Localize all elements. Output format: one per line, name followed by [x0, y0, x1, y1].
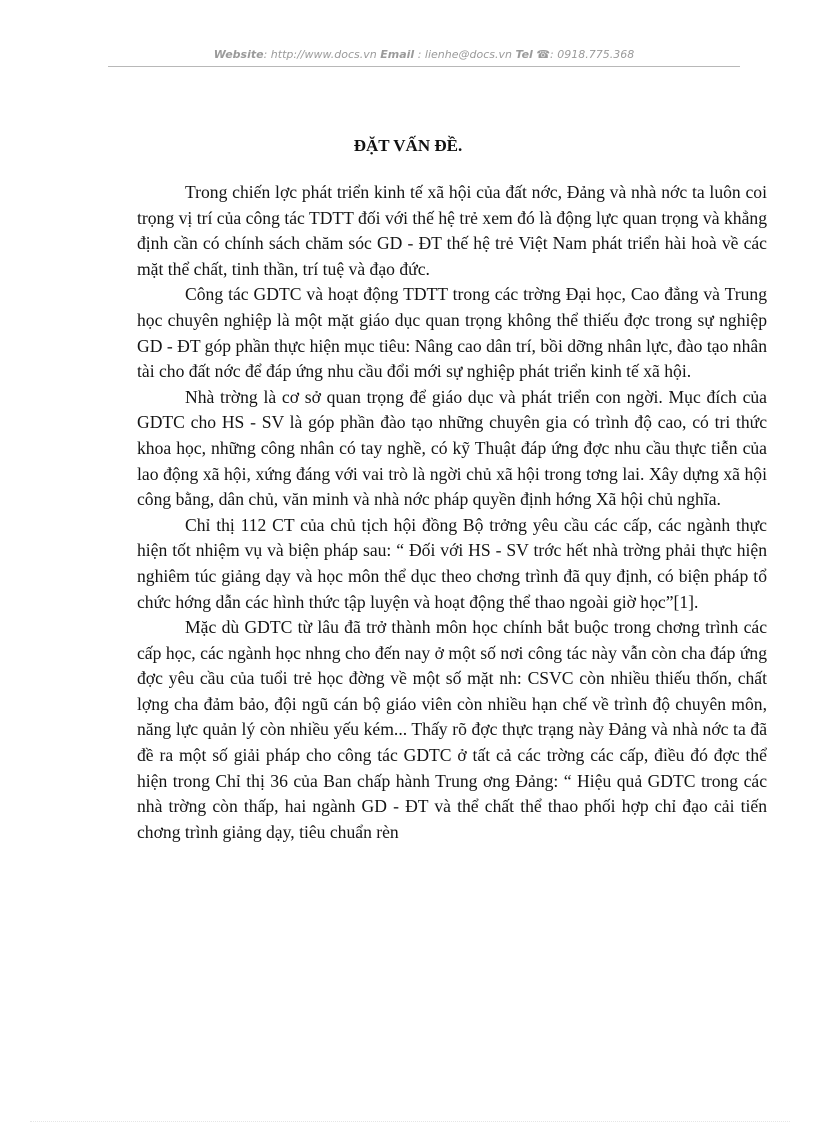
website-text: : http://www.docs.vn [263, 48, 377, 61]
footer-dotted-line [30, 1121, 790, 1122]
tel-text: : 0918.775.368 [550, 48, 635, 61]
paragraph: Trong chiến lợc phát triển kinh tế xã hội của đất nớc, Đảng và nhà nớc ta luôn coi trọng vị trí của công tác TDTT đối với thế hệ trẻ xem đó là động lực quan trọng và khẳng định cần có chính sách chăm sóc GD - ĐT thế hệ trẻ Việt Nam phát triển hài hoà về các mặt thể chất, tinh thần, trí tuệ và đạo đức. [137, 182, 767, 279]
document-body [137, 180, 767, 845]
paragraph: Chỉ thị 112 CT của chủ tịch hội đồng Bộ trởng yêu cầu các cấp, các ngành thực hiện tốt nhiệm vụ và biện pháp sau: “ Đối với HS - SV trớc hết nhà trờng phải thực hiện nghiêm túc giảng dạy và học môn thể dục theo chơng trình đã quy định, có biện pháp tổ chức hớng dẫn các hình thức tập luyện và hoạt động thể thao ngoài giờ học”[1]. [137, 514, 767, 612]
phone-icon: ☎ [536, 48, 551, 61]
header-divider [108, 66, 740, 67]
email-text: : lienhe@docs.vn [417, 48, 512, 61]
paragraph: Mặc dù GDTC từ lâu đã trở thành môn học chính bắt buộc trong chơng trình các cấp học, các ngành học nhng cho đến nay ở một số nơi công tác này vẫn còn cha đáp ứng đợc yêu cầu của tuổi trẻ học đờng về một số mặt nh: CSVC còn nhiều thiếu thốn, chất lợng cha đảm bảo, đội ngũ cán bộ giáo viên còn nhiều hạn chế về trình độ chuyên môn, năng lực quản lý còn nhiều yếu kém... Thấy rõ đợc thực trạng này Đảng và nhà nớc ta đã đề ra một số giải pháp cho công tác GDTC ở tất cả các trờng các cấp, điều đó đợc thể hiện trong Chỉ thị 36 của Ban chấp hành Trung ơng Đảng: “ Hiệu quả GDTC trong các nhà trờng còn thấp, hai ngành GD - ĐT và thể chất thể thao phối hợp chỉ đạo cải tiến chơng trình giảng dạy, tiêu chuẩn rèn [137, 617, 767, 842]
paragraph: Nhà trờng là cơ sở quan trọng để giáo dục và phát triển con ngời. Mục đích của GDTC cho HS - SV là góp phần đào tạo những chuyên gia có trình độ cao, có tri thức khoa học, những công nhân có tay nghề, có kỹ Thuật đáp ứng đợc nhu cầu thực tiễn của lao động xã hội, xứng đáng với vai trò là ngời chủ xã hội trong tơng lai. Xây dựng xã hội công bằng, dân chủ, văn minh và nhà nớc pháp quyền định hớng Xã hội chủ nghĩa. [137, 386, 767, 510]
document-title: ĐẶT VẤN ĐỀ. [353, 136, 463, 155]
paragraph: Công tác GDTC và hoạt động TDTT trong các trờng Đại học, Cao đẳng và Trung học chuyên nghiệp là một mặt giáo dục quan trọng không thể thiếu đợc trong sự nghiệp GD - ĐT góp phần thực hiện mục tiêu: Nâng cao dân trí, bồi dỡng nhân lực, đào tạo nhân tài cho đất nớc để đáp ứng nhu cầu đổi mới sự nghiệp phát triển kinh tế xã hội. [137, 284, 767, 382]
tel-label: Tel [515, 48, 533, 61]
website-label: Website [213, 48, 264, 61]
email-label: Email [380, 48, 415, 61]
page-header [108, 48, 740, 66]
